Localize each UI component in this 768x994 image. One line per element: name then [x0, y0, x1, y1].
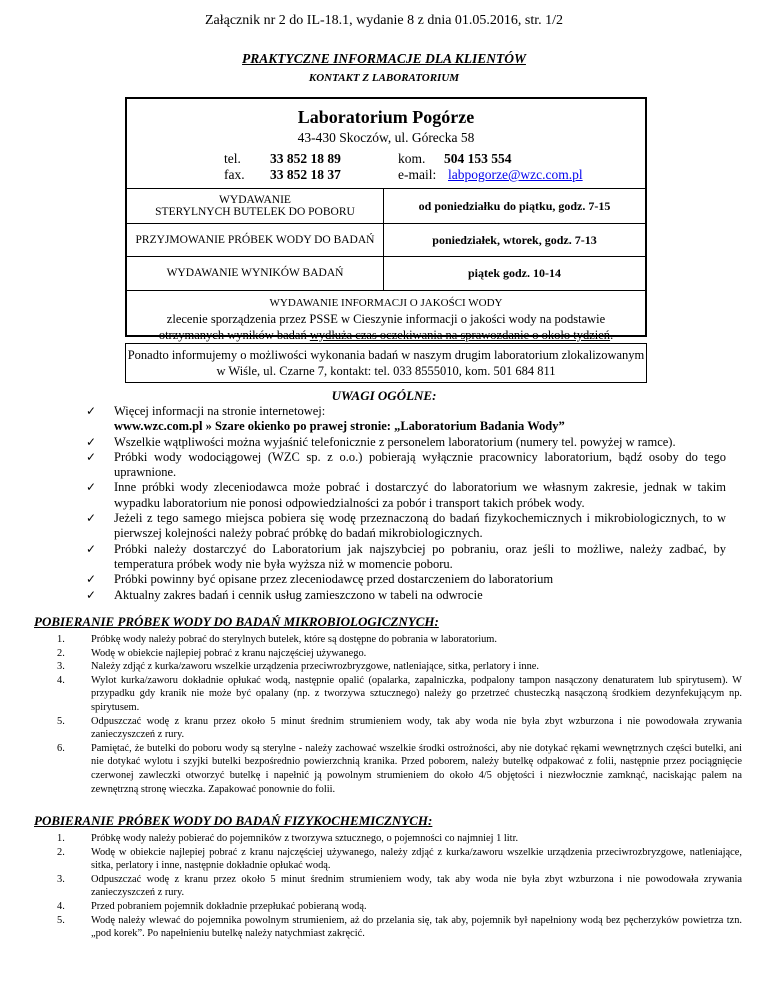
list-item	[86, 588, 726, 603]
note-text: Jeżeli z tego samego miejsca pobiera się wodę przeznaczoną do badań fizykochemicznych i mikrobiologicznych, to w pierwszej kolejności należy pobrać próbkę do badań mikrobiologicznych.	[114, 511, 726, 541]
list-item	[57, 715, 742, 742]
schedule-row	[127, 189, 645, 224]
list-item	[57, 674, 742, 715]
list-item	[57, 742, 742, 796]
schedule-label: PRZYJMOWANIE PRÓBEK WODY DO BADAŃ	[127, 224, 384, 257]
note-text: Próbki należy dostarczyć do Laboratorium jak najszybciej po pobraniu, oraz jeśli to możliwe, należy zadbać, by temperatura próbek wody nie była wyższa niż w momencie poboru.	[114, 541, 726, 571]
schedule-hours: poniedziałek, wtorek, godz. 7-13	[384, 224, 646, 257]
lab-address: 43-430 Skoczów, ul. Górecka 58	[297, 130, 475, 145]
checkmark-icon: ✓	[86, 572, 97, 587]
note-text: Więcej informacji na stronie internetowej:	[114, 404, 326, 418]
notes-title: UWAGI OGÓLNE:	[331, 388, 437, 403]
note-text: Aktualny zakres badań i cennik usług zamieszczono w tabeli na odwrocie	[114, 587, 483, 602]
list-item	[86, 511, 726, 542]
list-item	[57, 832, 742, 846]
checkmark-icon: ✓	[86, 511, 97, 526]
step-text: Pamiętać, że butelki do poboru wody są sterylne - należy zachować wszelkie środki ostrożności, aby nie dotykać rękami wewnętrznych części butelki, ani nie dotykać wylotu i szyjki butelki bezpośrednio powierzchnią kranika. Przed poborem, należy butelkę odpakować z folii, następnie przez pociągnięcie czerwonej zawleczki otworzyć butelkę i napełnić ją powolnym strumieniem do około 4/5 objętości i niezwłocznie zamknąć, naciskając palem na zewnętrzną stronę wieczka. Zapakować ponownie do folii.	[91, 742, 742, 795]
checkmark-icon: ✓	[86, 449, 97, 464]
checkmark-icon: ✓	[86, 404, 97, 418]
step-text: Należy zdjąć z kurka/zaworu wszelkie urządzenia przeciwrozbryzgowe, natleniające, sitka, perlatory i inne.	[91, 661, 540, 673]
schedule-label: WYDAWANIE WYNIKÓW BADAŃ	[127, 257, 384, 290]
quality-info-title: WYDAWANIE INFORMACJI O JAKOŚCI WODY	[269, 297, 503, 309]
step-number: 1.	[57, 634, 65, 645]
step-number: 3.	[57, 873, 65, 885]
section-subtitle: KONTAKT Z LABORATORIUM	[308, 72, 460, 84]
list-item	[86, 480, 726, 511]
list-item	[57, 633, 742, 647]
lab-name: Laboratorium Pogórze	[297, 107, 475, 127]
step-number: 2.	[57, 647, 65, 659]
contact-box	[125, 97, 647, 342]
step-number: 5.	[57, 914, 65, 926]
checkmark-icon: ✓	[86, 434, 97, 449]
schedule-label-line: WYDAWANIE	[219, 194, 291, 206]
email-link[interactable]: labpogorze@wzc.com.pl	[448, 167, 583, 182]
step-text: Odpuszczać wodę z kranu przez około 5 minut średnim strumieniem wody, tak aby woda nie była zbyt wzburzona i nie powodowała zrywania zanieczyszczeń z rury.	[91, 873, 742, 899]
fax-label: fax.	[224, 167, 245, 182]
list-item	[86, 435, 726, 450]
micro-section-title: POBIERANIE PRÓBEK WODY DO BADAŃ MIKROBIOLOGICZNYCH:	[34, 614, 439, 629]
physchem-section-title: POBIERANIE PRÓBEK WODY DO BADAŃ FIZYKOCHEMICZNYCH:	[34, 813, 433, 828]
micro-steps	[57, 633, 742, 796]
other-lab-line: w Wiśle, ul. Czarne 7, kontakt: tel. 033 8555010, kom. 501 684 811	[216, 364, 556, 378]
list-item	[57, 873, 742, 900]
step-text: Wodę należy wlewać do pojemnika powolnym strumieniem, aż do przelania się, tak aby, pojemnik był napełniony wodą bez pęcherzyków powietrza tzn. „pod korek”. Po napełnieniu butelkę należy natychmiast zakręcić.	[91, 914, 742, 940]
note-website: www.wzc.com.pl » Szare okienko po prawej stronie: „Laboratorium Badania Wody”	[114, 419, 565, 434]
fax-number: 33 852 18 37	[270, 167, 341, 182]
other-lab-line: Ponadto informujemy o możliwości wykonania badań w naszym drugim laboratorium zlokalizowanym	[127, 348, 645, 362]
physchem-steps	[57, 832, 742, 941]
page-header: Załącznik nr 2 do IL-18.1, wydanie 8 z dnia 01.05.2016, str. 1/2	[204, 13, 564, 28]
step-number: 2.	[57, 846, 65, 858]
quality-info-emphasis: wydłuża czas oczekiwania na sprawozdanie o około tydzień	[309, 328, 611, 342]
step-number: 6.	[57, 742, 65, 754]
mobile-number: 504 153 554	[444, 151, 512, 166]
step-number: 4.	[57, 674, 65, 686]
quality-info-line: zlecenie sporządzenia przez PSSE w Cieszynie informacji o jakości wody na podstawie	[166, 312, 606, 326]
step-text: Próbkę wody należy pobrać do sterylnych butelek, które są dostępne do pobrania w laboratorium.	[91, 634, 497, 645]
quality-info-line	[127, 327, 645, 343]
list-item	[86, 450, 726, 481]
document-title: PRAKTYCZNE INFORMACJE DLA KLIENTÓW	[242, 51, 526, 66]
checkmark-icon: ✓	[86, 541, 97, 556]
list-item	[86, 404, 726, 435]
email-label: e-mail:	[398, 167, 437, 182]
note-text: Próbki wody wodociągowej (WZC sp. z o.o.) pobierają wyłącznie pracownicy laboratorium, bądź osoby do tego uprawnione.	[114, 449, 726, 480]
list-item	[57, 846, 742, 873]
tel-number: 33 852 18 89	[270, 151, 341, 166]
checkmark-icon: ✓	[86, 480, 97, 495]
schedule-hours: od poniedziałku do piątku, godz. 7-15	[384, 189, 646, 224]
notes-list	[86, 404, 726, 603]
list-item	[86, 542, 726, 573]
step-number: 3.	[57, 661, 65, 673]
schedule-label-line: STERYLNYCH BUTELEK DO POBORU	[155, 206, 355, 218]
list-item	[86, 572, 726, 587]
list-item	[57, 660, 742, 674]
mobile-label: kom.	[398, 151, 426, 166]
schedule-hours: piątek godz. 10-14	[384, 257, 646, 290]
step-text: Wodę w obiekcie najlepiej pobrać z kranu najczęściej używanego.	[91, 647, 367, 659]
step-text: Wylot kurka/zaworu dokładnie opłukać wodą, następnie opalić (opalarka, zapalniczka, podpalony tampon nasączony denaturatem lub spirytusem). W przypadku gdy kranik nie może być opalany (np. z tworzywa sztucznego) należy go przetrzeć chusteczką nasączoną środkiem dezynfekującym np. spirytusem.	[91, 674, 742, 713]
step-number: 4.	[57, 900, 65, 912]
quality-info	[127, 290, 645, 343]
step-text: Odpuszczać wodę z kranu przez około 5 minut średnim strumieniem wody, tak aby woda nie była zbyt wzburzona i nie powodowała zrywania zanieczyszczeń z rury.	[91, 715, 742, 741]
list-item	[57, 647, 742, 661]
step-text: Próbkę wody należy pobierać do pojemników z tworzywa sztucznego, o pojemności co najmniej 1 litr.	[91, 833, 519, 844]
other-lab-box	[125, 343, 647, 383]
list-item	[57, 914, 742, 941]
note-text: Inne próbki wody zleceniodawca może pobrać i dostarczyć do laboratorium we własnym zakresie, jednak w takim wypadku laboratorium nie ponosi odpowiedzialności za pobór i transport takich próbek wody.	[114, 480, 726, 510]
quality-info-text: otrzymanych wyników badań	[158, 328, 310, 342]
step-text: Wodę w obiekcie najlepiej pobrać z kranu najczęściej używanego, należy zdjąć z kurka/zaworu wszelkie urządzenia przeciwrozbryzgowe, natleniające, sitka, perlatory i inne, następnie dokładnie opłukać wodą.	[91, 846, 742, 872]
schedule-row	[127, 257, 645, 290]
step-number: 1.	[57, 833, 65, 844]
quality-info-end: .	[610, 328, 614, 342]
note-text: Próbki powinny być opisane przez zleceniodawcę przed dostarczeniem do laboratorium	[114, 572, 554, 587]
schedule-row	[127, 224, 645, 257]
note-text: Wszelkie wątpliwości można wyjaśnić telefonicznie z personelem laboratorium (numery tel. powyżej w ramce).	[114, 434, 676, 449]
step-number: 5.	[57, 715, 65, 727]
tel-label: tel.	[224, 151, 241, 166]
checkmark-icon: ✓	[86, 587, 97, 602]
schedule-table	[127, 188, 645, 290]
step-text: Przed pobraniem pojemnik dokładnie przepłukać pobieraną wodą.	[91, 900, 367, 912]
list-item	[57, 900, 742, 914]
schedule-label	[127, 189, 384, 224]
